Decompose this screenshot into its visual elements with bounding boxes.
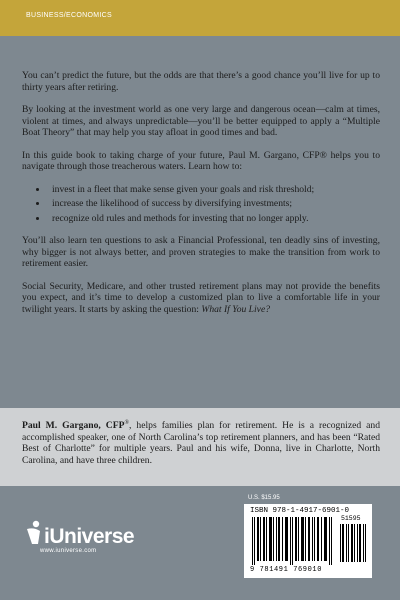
isbn-label: ISBN 978-1-4917-6901-0 — [250, 507, 350, 515]
learn-list — [22, 184, 380, 225]
addon-number: 51595 — [341, 515, 361, 522]
blurb-paragraph-5 — [22, 281, 380, 316]
category-label: BUSINESS/ECONOMICS — [26, 12, 112, 19]
price-label: U.S. $15.95 — [248, 495, 280, 501]
publisher-url: www.iuniverse.com — [40, 548, 97, 554]
barcode-main-icon — [252, 517, 336, 565]
back-cover-blurb — [22, 70, 380, 326]
list-item: • recognize old rules and methods for investing that no longer apply. — [48, 213, 380, 225]
author-name: Paul M. Gargano, CFP — [22, 420, 125, 432]
blurb-paragraph-2: By looking at the investment world as one very large and dangerous ocean—calm at times, violent at times, and always unpredictable—you’ll be better equipped to apply a “Multiple Boat Theory” that may help you stay afloat in good times and bad. — [22, 104, 380, 138]
iuniverse-logo-icon — [24, 519, 44, 545]
ean-number: 9 781491 769010 — [250, 566, 323, 574]
blurb-paragraph-4: You’ll also learn ten questions to ask a Financial Professional, ten deadly sins of investing, why bigger is not always better, and proven strategies to make the transition from work to retirement easier. — [22, 235, 380, 269]
author-bio-text: , helps families plan for retirement. He is a recognized and accomplished speaker, one of North Carolina’s top retirement planners, and has been “Rated Best of Charlotte” for multiple years. Paul and his wife, Donna, live in Charlotte, North Carolina, and have three children. — [22, 420, 380, 466]
blurb-paragraph-5-main: Social Security, Medicare, and other trusted retirement plans may not provide the benefits you expect, and it’s time to develop a customized plan to live a comfortable life in your twilight years. It starts by asking the question: — [22, 280, 380, 315]
blurb-paragraph-1: You can’t predict the future, but the odds are that there’s a good chance you’ll live for up to thirty years after retiring. — [22, 70, 380, 93]
book-title-italic: What If You Live? — [201, 303, 270, 315]
blurb-paragraph-3: In this guide book to taking charge of your future, Paul M. Gargano, CFP® helps you to navigate through those treacherous waters. Learn how to: — [22, 149, 380, 172]
list-item: • invest in a fleet that make sense given your goals and risk threshold; — [48, 184, 380, 196]
registered-mark: ® — [124, 420, 130, 426]
publisher-name: iUniverse — [44, 525, 135, 548]
barcode-addon-icon — [340, 524, 366, 562]
author-bio — [22, 418, 380, 466]
list-item: • increase the likelihood of success by diversifying investments; — [48, 198, 380, 210]
